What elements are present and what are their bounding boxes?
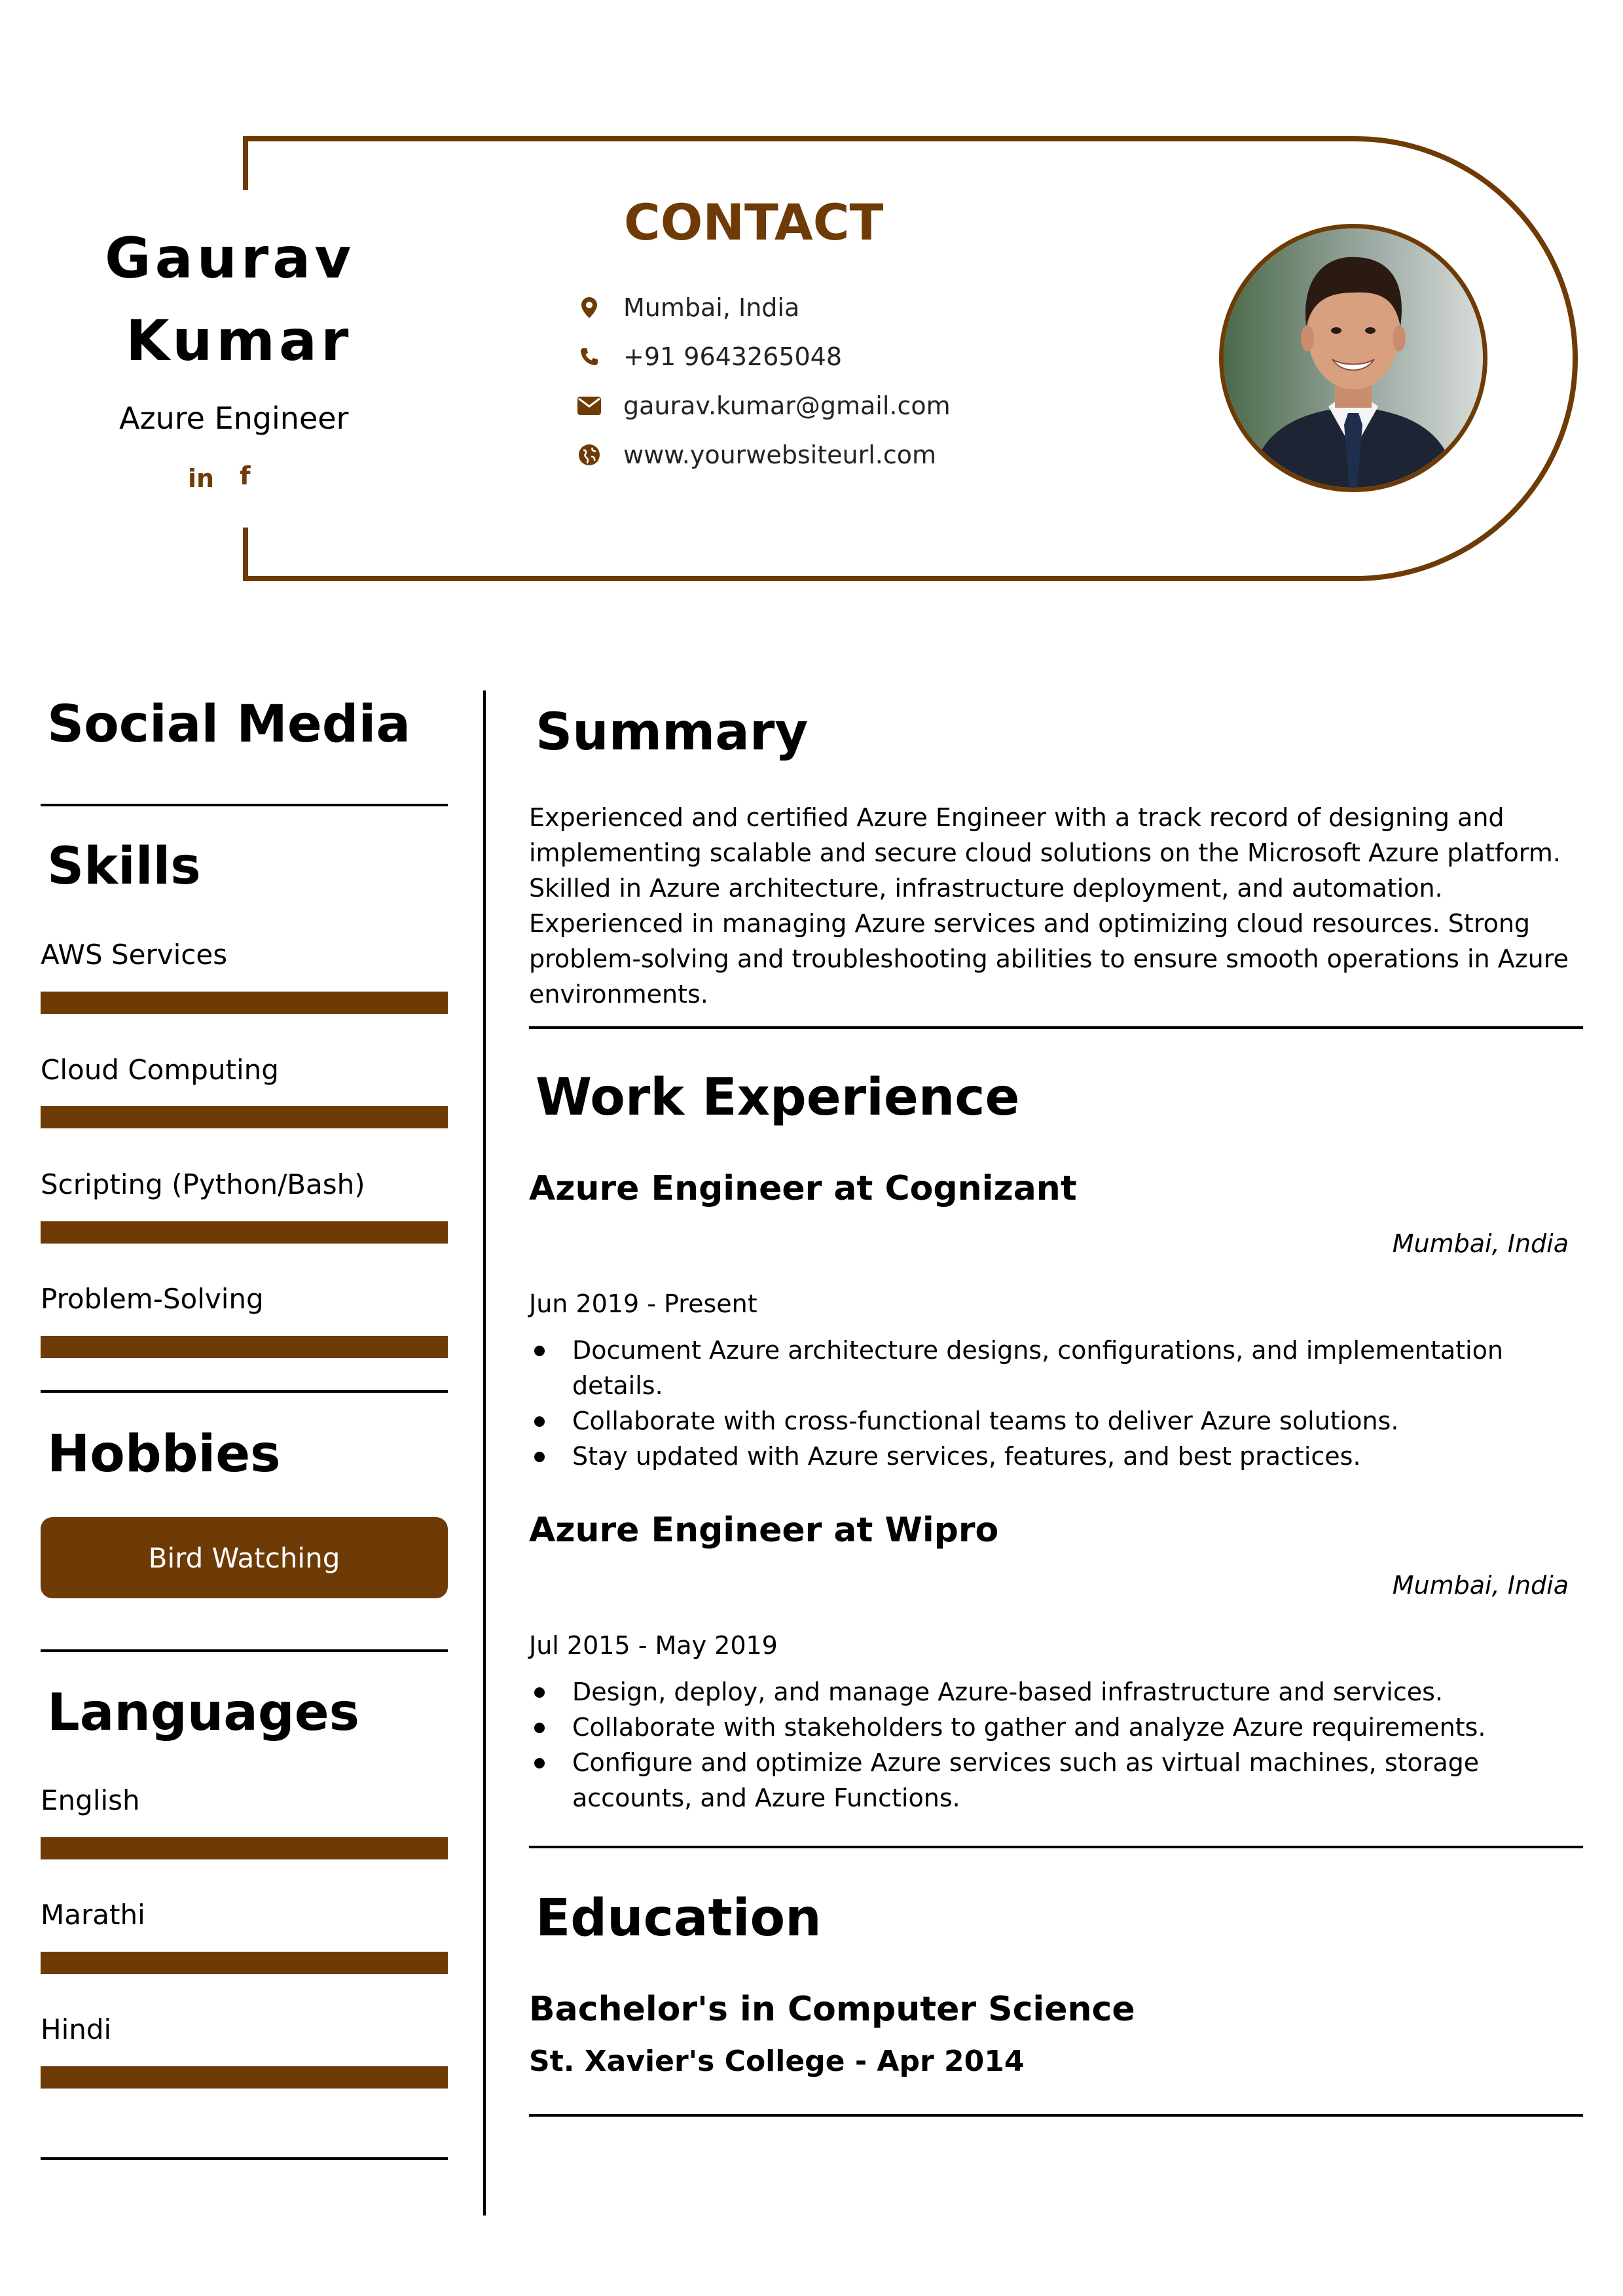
language-label: English xyxy=(41,1784,140,1816)
location-pin-icon xyxy=(576,295,602,321)
job-bullets xyxy=(529,1674,1550,1816)
skill-label: Scripting (Python/Bash) xyxy=(41,1168,365,1200)
work-experience-heading: Work Experience xyxy=(536,1068,1020,1127)
education-degree: Bachelor's in Computer Science xyxy=(529,1990,1135,2029)
skill-bar xyxy=(41,1336,448,1358)
list-item: Document Azure architecture designs, configurations, and implementation details. xyxy=(529,1333,1550,1403)
job-role-title: Azure Engineer at Cognizant xyxy=(529,1169,1077,1208)
first-name: Gaurav xyxy=(105,226,356,291)
job-role-title: Azure Engineer at Wipro xyxy=(529,1511,999,1550)
job-bullets xyxy=(529,1333,1550,1474)
hobby-badge: Bird Watching xyxy=(41,1517,448,1598)
hobbies-heading: Hobbies xyxy=(47,1425,281,1484)
column-divider xyxy=(483,691,486,2215)
divider xyxy=(529,1026,1583,1029)
linkedin-icon[interactable]: in xyxy=(188,464,215,493)
facebook-icon[interactable]: f xyxy=(240,461,251,490)
list-item: Collaborate with cross-functional teams to deliver Azure solutions. xyxy=(529,1403,1550,1439)
globe-icon xyxy=(576,442,602,468)
contact-email-text[interactable]: gaurav.kumar@gmail.com xyxy=(623,391,951,420)
job-dates: Jul 2015 - May 2019 xyxy=(529,1631,778,1660)
list-item: Design, deploy, and manage Azure-based infrastructure and services. xyxy=(529,1674,1550,1710)
summary-heading: Summary xyxy=(536,703,809,762)
contact-heading: CONTACT xyxy=(624,193,884,251)
list-item: Configure and optimize Azure services such as virtual machines, storage accounts, and Azure Functions. xyxy=(529,1745,1550,1816)
contact-website xyxy=(576,435,936,475)
skill-bar xyxy=(41,992,448,1014)
skill-label: Problem-Solving xyxy=(41,1283,264,1315)
language-label: Marathi xyxy=(41,1899,145,1931)
envelope-icon xyxy=(576,393,602,419)
language-bar xyxy=(41,1952,448,1974)
languages-heading: Languages xyxy=(47,1683,360,1742)
skill-label: Cloud Computing xyxy=(41,1054,279,1086)
divider xyxy=(529,1846,1583,1848)
education-school: St. Xavier's College - Apr 2014 xyxy=(529,2045,1025,2078)
skill-bar xyxy=(41,1221,448,1244)
list-item: Stay updated with Azure services, features, and best practices. xyxy=(529,1439,1550,1474)
job-location: Mumbai, India xyxy=(1392,1229,1569,1258)
profile-photo xyxy=(1219,224,1487,492)
job-location: Mumbai, India xyxy=(1392,1571,1569,1600)
phone-icon xyxy=(576,344,602,370)
divider xyxy=(41,804,448,806)
social-media-heading: Social Media xyxy=(47,695,410,754)
divider xyxy=(41,2157,448,2160)
list-item: Collaborate with stakeholders to gather and analyze Azure requirements. xyxy=(529,1710,1550,1745)
job-title: Azure Engineer xyxy=(119,401,349,436)
contact-phone-text: +91 9643265048 xyxy=(623,342,843,371)
contact-phone xyxy=(576,337,842,376)
contact-website-text[interactable]: www.yourwebsiteurl.com xyxy=(623,440,936,469)
skill-bar xyxy=(41,1106,448,1128)
language-bar xyxy=(41,1837,448,1859)
contact-location-text: Mumbai, India xyxy=(623,293,800,322)
language-bar xyxy=(41,2066,448,2089)
divider xyxy=(529,2114,1583,2117)
last-name: Kumar xyxy=(126,308,353,374)
contact-email xyxy=(576,386,951,425)
language-label: Hindi xyxy=(41,2013,112,2045)
job-dates: Jun 2019 - Present xyxy=(529,1289,757,1318)
divider xyxy=(41,1649,448,1652)
summary-text: Experienced and certified Azure Engineer with a track record of designing and implementing scalable and secure cloud solutions on the Microsoft Azure platform. Skilled in Azure architecture, infrastructure deployment, and automation. Experienced in managing Azure services and optimizing cloud resources. Strong problem-solving and troubleshooting abilities to ensure smooth operations in Azure environments. xyxy=(529,803,1569,1009)
skills-heading: Skills xyxy=(47,837,201,896)
skill-label: AWS Services xyxy=(41,939,228,971)
divider xyxy=(41,1390,448,1393)
contact-location xyxy=(576,288,799,327)
education-heading: Education xyxy=(536,1889,822,1948)
